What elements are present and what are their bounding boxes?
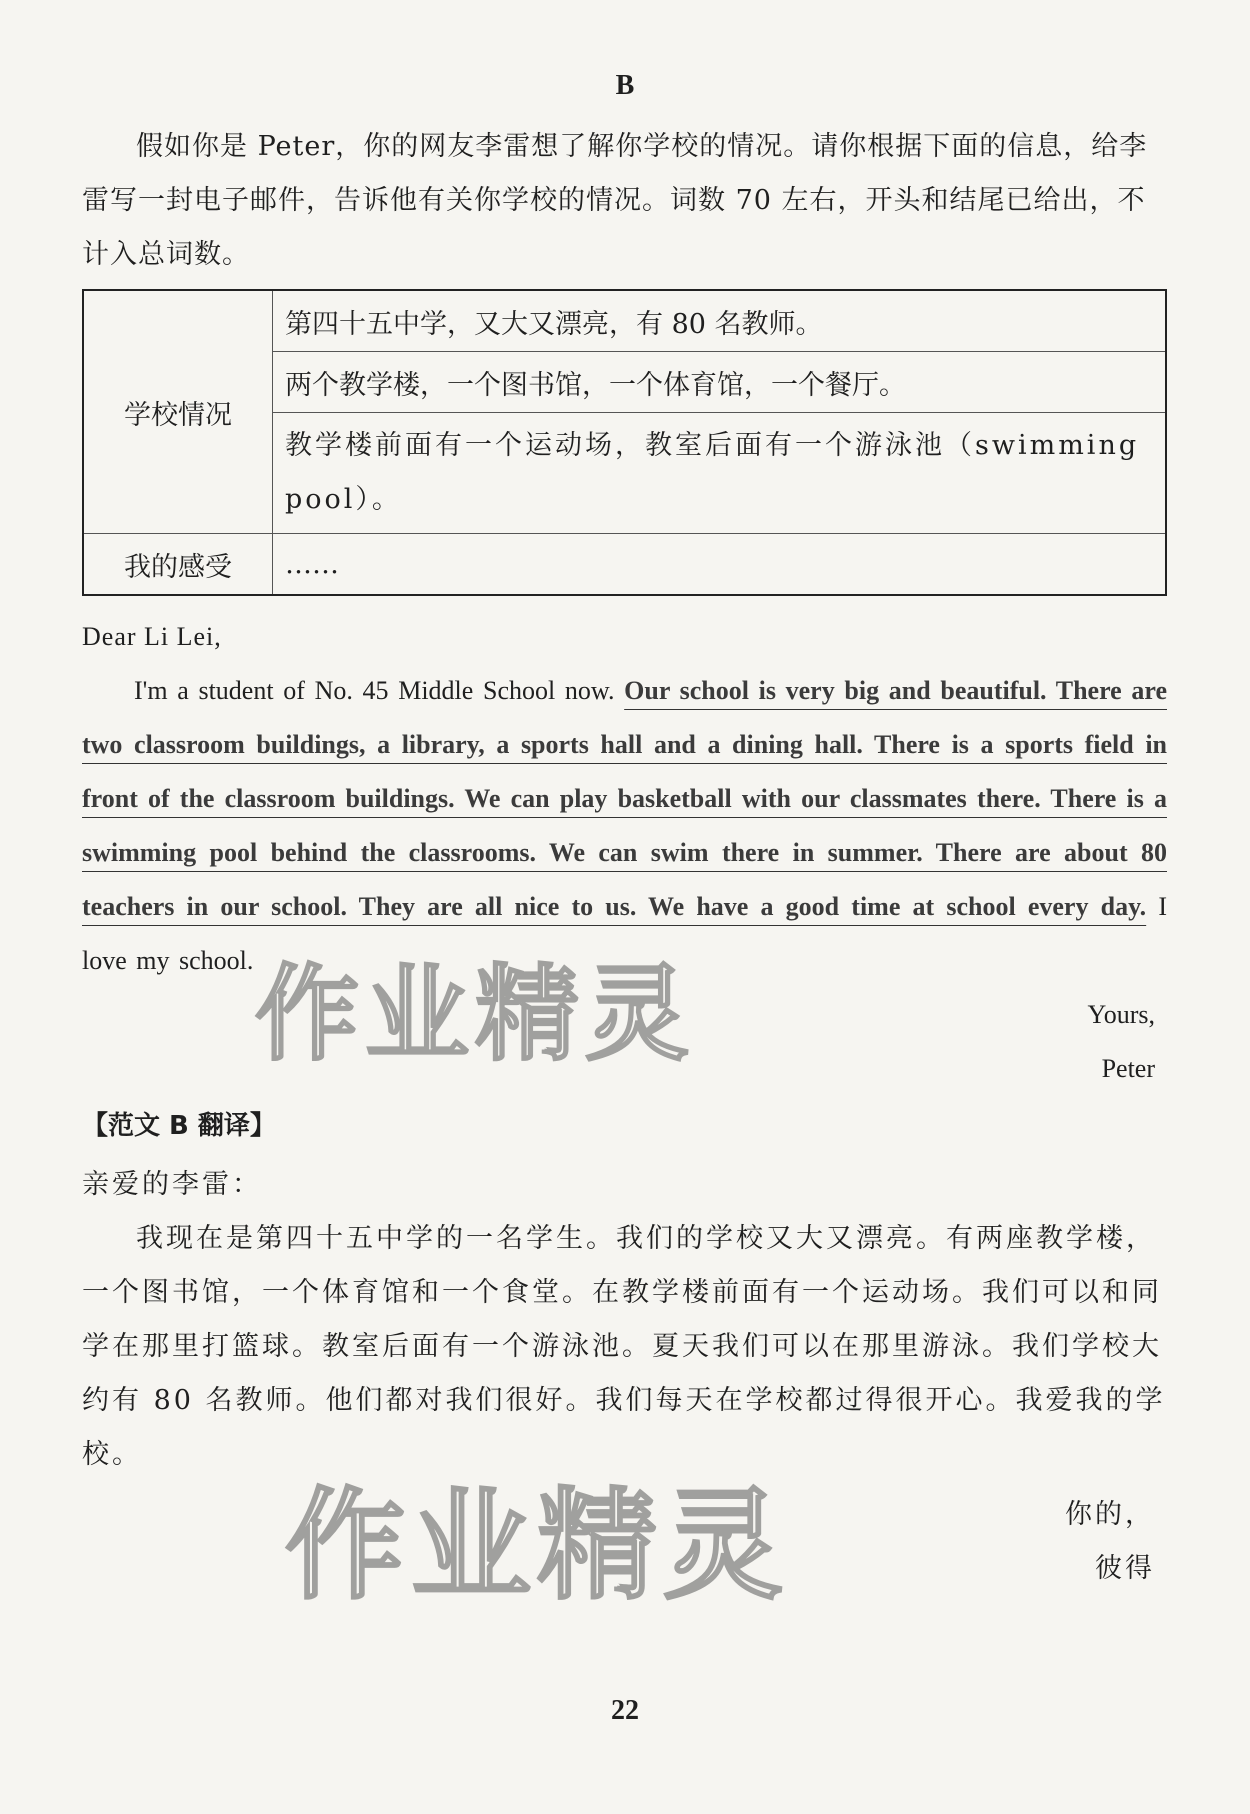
letter-signature: Peter xyxy=(1101,1054,1155,1083)
feeling-value: …… xyxy=(273,534,1167,596)
row-label-feeling: 我的感受 xyxy=(83,534,273,596)
watermark: 作业精灵 xyxy=(255,953,696,1075)
translation-greeting: 亲爱的李雷： xyxy=(82,1169,262,1200)
letter-closing-sentence: I love my school. xyxy=(82,892,1167,975)
watermark: 作业精灵 xyxy=(285,1477,789,1616)
school-item-1: 第四十五中学，又大又漂亮，有 80 名教师。 xyxy=(273,290,1167,352)
letter-answer: Our school is very big and beautiful. There are two classroom buildings, a library, a sports hall and a dining hall. There is a sports field in front of the classroom buildings. We can play basketball with our classmates there. There is a swimming pool behind the classrooms. We can swim there in summer. There are about 80 teachers in our school. They are all nice to us. We have a good time at school every day. xyxy=(82,676,1167,921)
translation xyxy=(82,1158,1167,1596)
sample-letter xyxy=(82,610,1167,1096)
school-item-2: 两个教学楼，一个图书馆，一个体育馆，一个餐厅。 xyxy=(273,352,1167,413)
section-letter: B xyxy=(615,70,635,101)
translation-sign-off: 你的， xyxy=(1065,1499,1155,1530)
page-number: 22 xyxy=(611,1695,639,1726)
translation-body: 我现在是第四十五中学的一名学生。我们的学校又大又漂亮。有两座教学楼，一个图书馆，一个体育馆和一个食堂。在教学楼前面有一个运动场。我们可以和同学在那里打篮球。教室后面有一个游泳池。夏天我们可以在那里游泳。我们学校大约有 80 名教师。他们都对我们很好。我们每天在学校都过得很开心。我爱我的学校。 xyxy=(82,1223,1166,1470)
row-label-school: 学校情况 xyxy=(83,290,273,534)
info-table xyxy=(82,289,1167,596)
task-instructions: 假如你是 Peter，你的网友李雷想了解你学校的情况。请你根据下面的信息，给李雷写一封电子邮件，告诉他有关你学校的情况。词数 70 左右，开头和结尾已给出，不计入总词数。 xyxy=(82,131,1148,270)
translation-title: 【范文 B 翻译】 xyxy=(82,1111,276,1141)
letter-body xyxy=(82,664,1167,988)
letter-greeting: Dear Li Lei, xyxy=(82,622,222,651)
translation-signature: 彼得 xyxy=(1095,1553,1155,1584)
letter-sign-off: Yours, xyxy=(1087,1000,1155,1029)
school-item-3: 教学楼前面有一个运动场，教室后面有一个游泳池（swimming pool）。 xyxy=(273,413,1167,534)
letter-opening: I'm a student of No. 45 Middle School now. xyxy=(134,676,625,705)
